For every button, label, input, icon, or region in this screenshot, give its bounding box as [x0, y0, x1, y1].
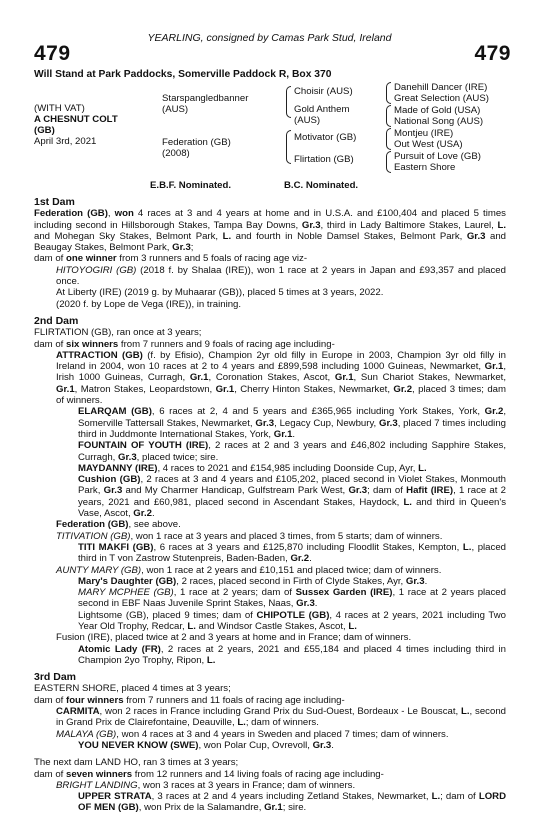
- second-dam-heading: 2nd Dam: [34, 314, 79, 327]
- ped-dss: Montjeu (IRE): [394, 128, 454, 139]
- ped-sdd: National Song (AUS): [394, 116, 484, 127]
- ped-dds: Pursuit of Love (GB): [394, 151, 481, 162]
- dam-sire: Motivator (GB): [294, 132, 357, 143]
- ped-dsd: Out West (USA): [394, 139, 463, 150]
- third-dam-heading: 3rd Dam: [34, 671, 77, 684]
- lot-number-right: 479: [474, 42, 511, 65]
- sire: Starspangledbanner: [162, 93, 249, 104]
- first-dam-heading: 1st Dam: [34, 196, 75, 208]
- ped-ddd: Eastern Shore: [394, 162, 456, 173]
- horse-country: (GB): [34, 125, 55, 136]
- ped-sds: Made of Gold (USA): [394, 105, 481, 116]
- sire-dam: Gold Anthem: [294, 104, 350, 115]
- stand-location: Will Stand at Park Paddocks, Somerville Paddock R, Box 370: [34, 69, 332, 80]
- dam: Federation (GB): [162, 137, 231, 148]
- vat-note: (WITH VAT): [34, 103, 85, 114]
- sire-dam-country: (AUS): [294, 115, 321, 126]
- horse-dob: April 3rd, 2021: [34, 136, 97, 147]
- catalogue-body: 1st Dam Federation (GB), won 4 races at 3 and 4 years at home and in U.S.A. and £100,404 and placed 5 times including second in Hillsborough Stakes, Tampa Bay Downs, Gr.3, third in Lady Baltimore Stakes, Laurel, L. and Mohegan Sky Stakes, Belmont Park, L. and fourth in Noble Damsel Stakes, Belmont Park, Gr.3 and Beaugay Stakes, Belmont Park, Gr.3; dam of one winner from 3 runners and 5 foals of racing age viz- HITOYOGIRI (GB) (2018 f. by Shalaa (IRE)), won 1 race at 2 years in Japan and £93,357 and placed once. At Liberty (IRE) (2019 g. by Muhaarar (GB)), placed 5 times at 3 years, 2022. (2020 f. by Lope de Vega (IRE)), in training. 2nd Dam FLIRTATION (GB), ran once at 3 years; dam of six winners from 7 runners and 9 foals of racing age including- ATTRACTION (GB) (f. by Efisio), Champion 2yr old filly in Europe in 2003, Champion 3yr old filly in Ireland in 2004, won 10 races at 2 to 4 years and £899,598 including 1000 Guineas, Newmarket, Gr.1, Irish 1000 Guineas, Curragh, Gr.1, Coronation Stakes, Ascot, Gr.1, Sun Chariot Stakes, Newmarket, Gr.1, Matron Stakes, Leopardstown, Gr.1, Cherry Hinton Stakes, Newmarket, Gr.2, placed 3 times; dam of winners. ELARQAM (GB), 6 races at 2, 4 and 5 years and £365,965 including York Stakes, York, Gr.2, Somerville Tattersall Stakes, Newmarket, Gr.3, Legacy Cup, Newbury, Gr.3, placed 7 times including third in Juddmonte International Stakes, York, Gr.1. FOUNTAIN OF YOUTH (IRE), 2 races at 2 and 3 years and £46,802 including Sapphire Stakes, Curragh, Gr.3, placed twice; sire. MAYDANNY (IRE), 4 races to 2021 and £154,985 including Doonside Cup, Ayr, L. Cushion (GB), 2 races at 3 and 4 years and £105,202, placed second in Violet Stakes, Monmouth Park, Gr.3 and My Charmer Handicap, Gulfstream Park West, Gr.3; dam of Hafit (IRE), 1 race at 2 years, 2021 and £60,981, placed second in Ascendant Stakes, Haydock, L. and third in Queen's Vase, Ascot, Gr.2. Federation (GB), see above. TITIVATION (GB), won 1 race at 3 years and placed 3 times, from 5 starts; dam of winners. TITI MAKFI (GB), 6 races at 3 years and £125,870 including Floodlit Stakes, Kempton, L., placed third in T von Zastrow Stutenpreis, Baden-Baden, Gr.2. AUNTY MARY (GB), won 1 race at 2 years and £10,151 and placed twice; dam of winners. Mary's Daughter (GB), 2 races, placed second in Firth of Clyde Stakes, Ayr, Gr.3. MARY MCPHEE (GB), 1 race at 2 years; dam of Sussex Garden (IRE), 1 race at 2 years placed second in EBF Naas Juvenile Sprint Stakes, Naas, Gr.3. Lightsome (GB), placed 9 times; dam of CHIPOTLE (GB), 4 races at 2 years, 2021 including Two Year Old Trophy, Redcar, L. and Windsor Castle Stakes, Ascot, L. Fusion (IRE), placed twice at 2 and 3 years at home and in France; dam of winners. Atomic Lady (FR), 2 races at 2 years, 2021 and £55,184 and placed 4 times including third in Champion 2yo Trophy, Ripon, L. 3rd Dam EASTERN SHORE, placed 4 times at 3 years; dam of four winners from 7 runners and 11 foals of racing age including- CARMITA, won 2 races in France including Grand Prix du Sud-Ouest, Bordeaux - Le Bouscat, L., second in Grand Prix de Clairefontaine, Deauville, L.; dam of winners. MALAYA (GB), won 4 races at 3 and 4 years in Sweden and placed 7 times; dam of winners. YOU NEVER KNOW (SWE), won Polar Cup, Ovrevoll, Gr.3. The next dam LAND HO, ran 3 times at 3 years; dam of seven winners from 12 runners and 14 living foals of racing age including- BRIGHT LANDING, won 3 races at 3 years in France; dam of winners. UPPER STRATA, 3 races at 2 and 4 years including Zetland Stakes, Newmarket, L.; dam of LORD OF MEN (GB), won Prix de la Salamandre, Gr.1; sire.: [34, 196, 507, 814]
- lot-number-left: 479: [34, 42, 71, 65]
- dam-federation: Federation (GB), won 4 races at 3 and 4 years at home and in U.S.A. and £100,404 and placed 5 times including second in Hillsborough Stakes, Tampa Bay Downs, Gr.3, third in Lady Baltimore Stakes, Laurel, L. and Mohegan Sky Stakes, Belmont Park, L. and fourth in Noble Damsel Stakes, Belmont Park, Gr.3 and Beaugay Stakes, Belmont Park, Gr.3;: [34, 208, 507, 254]
- pedigree-table: [34, 82, 512, 192]
- ped-sss: Danehill Dancer (IRE): [394, 82, 488, 93]
- sire-sire: Choisir (AUS): [294, 86, 353, 97]
- ped-ssd: Great Selection (AUS): [394, 93, 489, 104]
- consignor-line: YEARLING, consigned by Camas Park Stud, Ireland: [147, 32, 392, 44]
- dam-dam: Flirtation (GB): [294, 154, 354, 165]
- horse-name: A CHESNUT COLT: [34, 114, 118, 125]
- sire-country: (AUS): [162, 104, 189, 115]
- bc-nominated: B.C. Nominated.: [284, 180, 359, 191]
- ebf-nominated: E.B.F. Nominated.: [150, 180, 232, 191]
- dam-year: (2008): [162, 148, 190, 159]
